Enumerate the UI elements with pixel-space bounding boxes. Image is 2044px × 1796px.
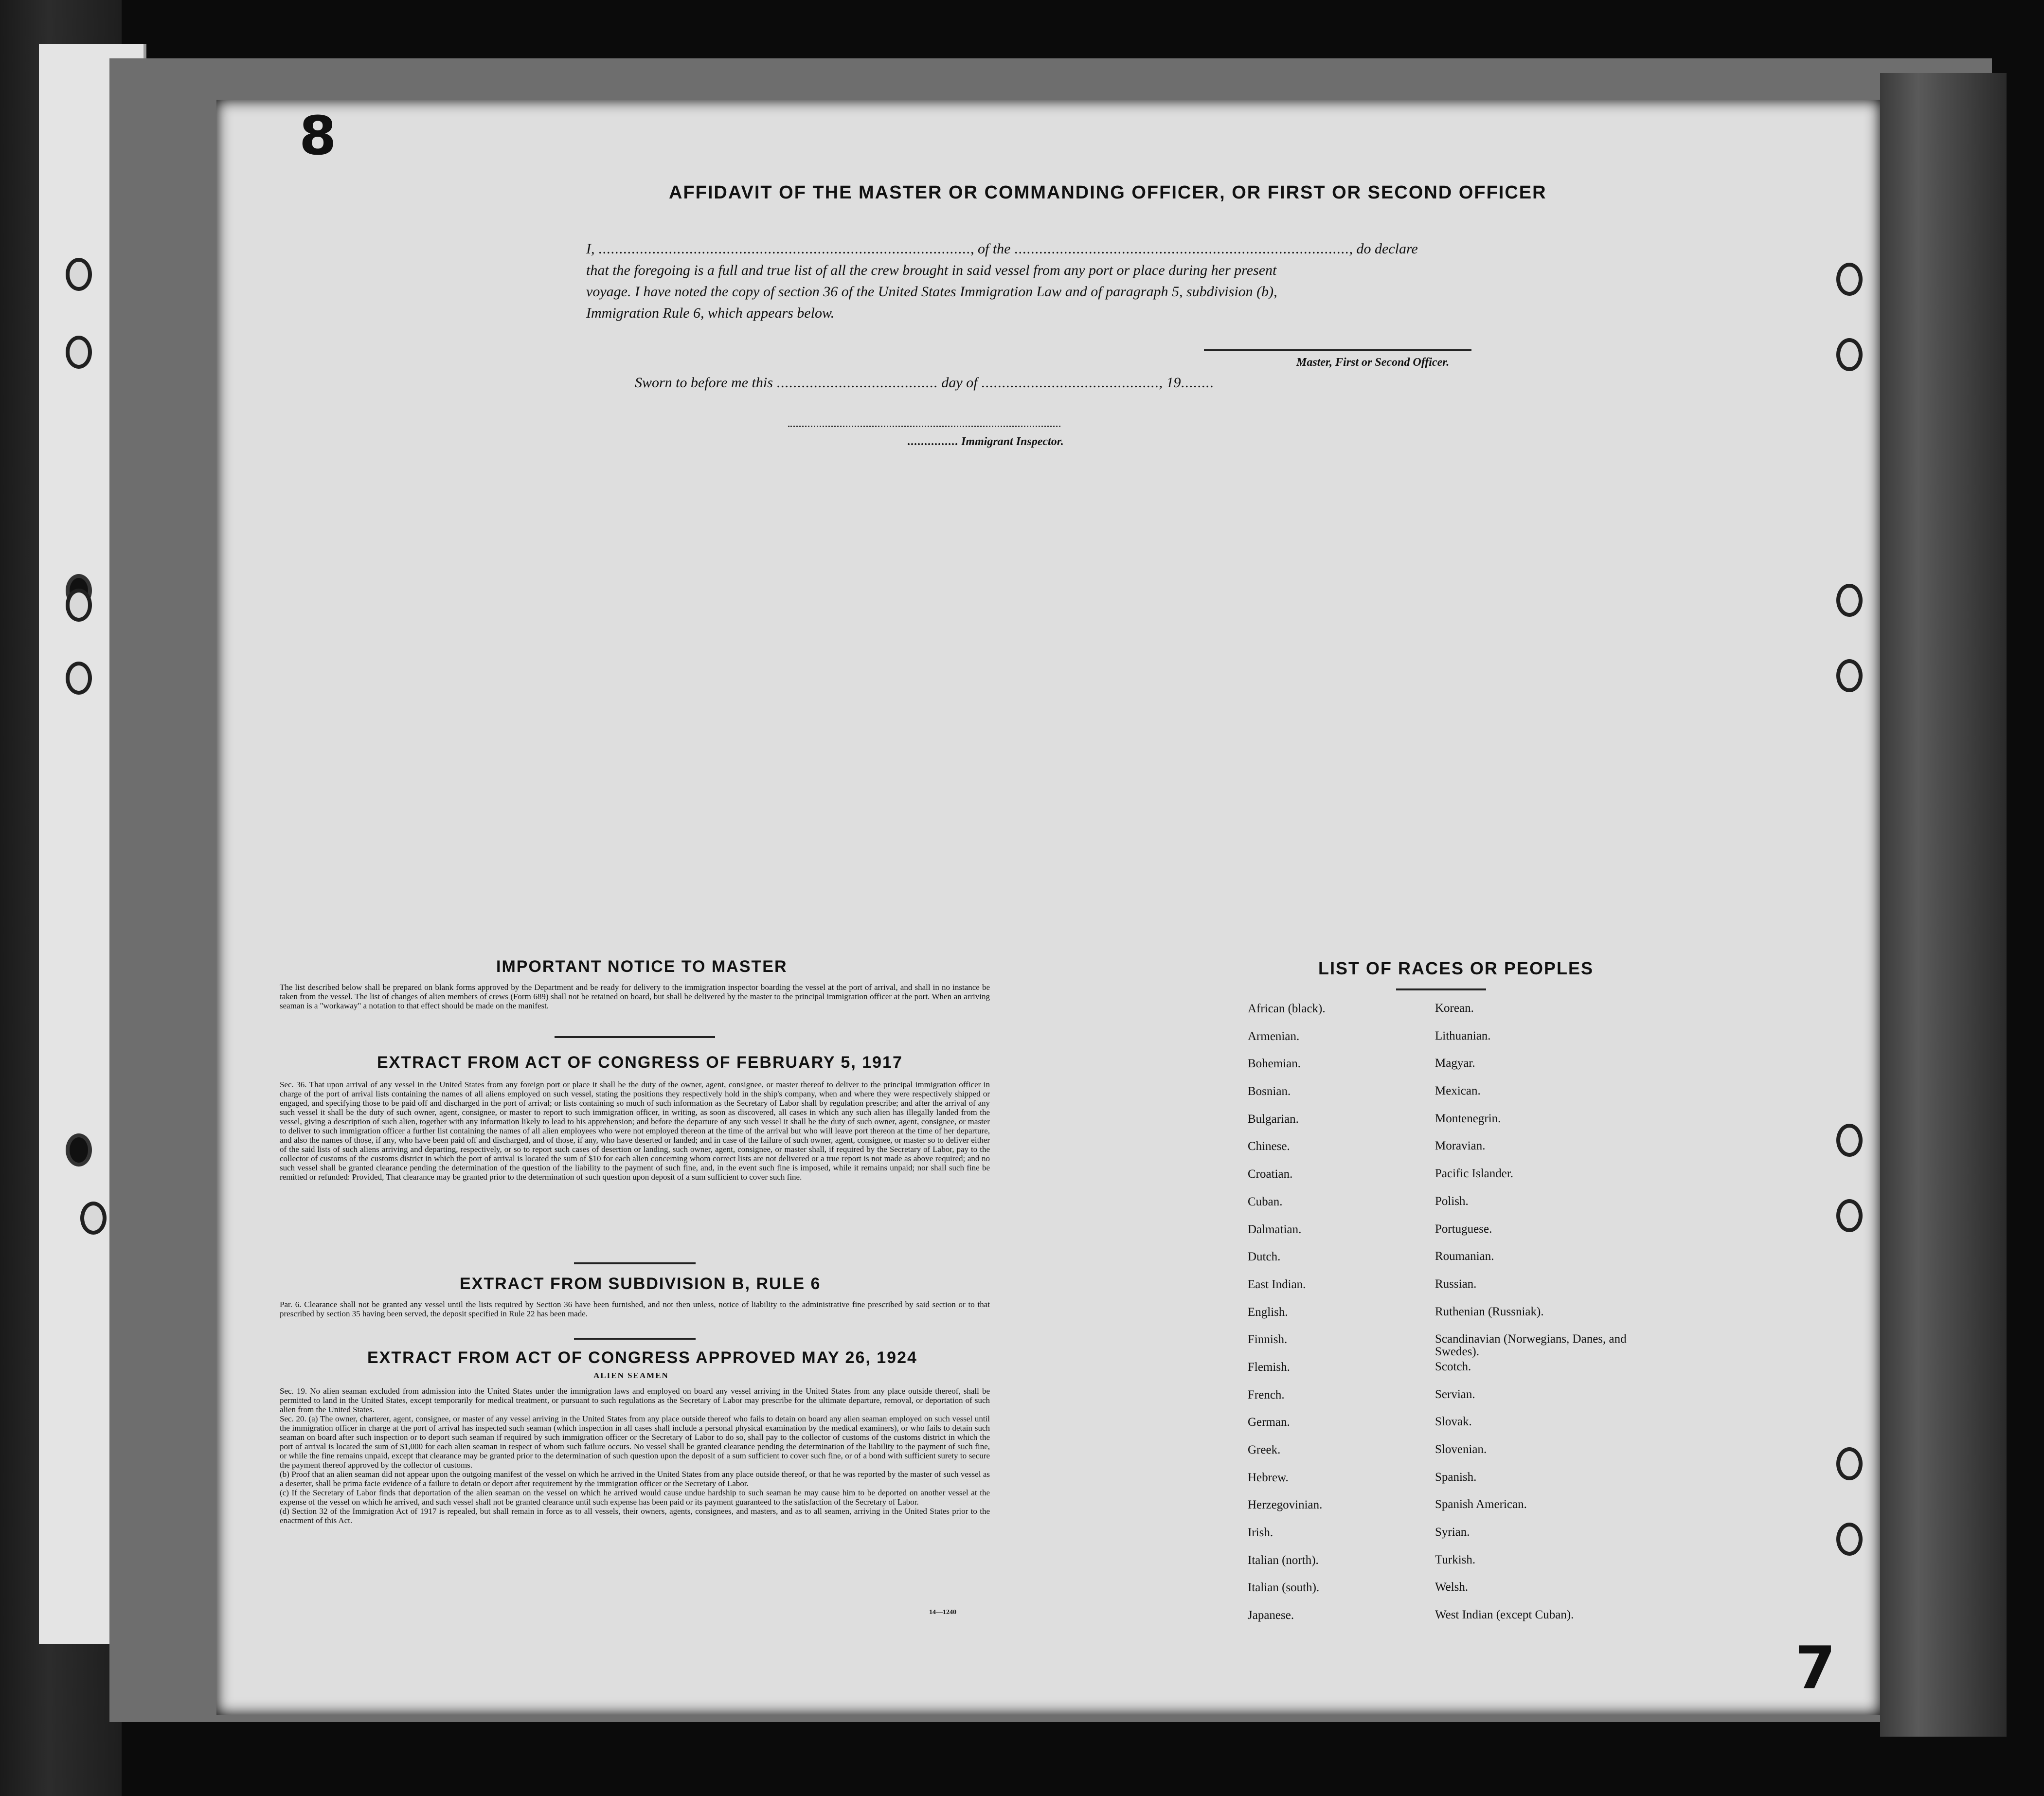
sec20a-paragraph: Sec. 20. (a) The owner, charterer, agent, consignee, or master of any vessel arriving in the United States from any place outside thereof who fails to detain on board any alien seaman employed on such vessel until the immigration officer in charge at the port of arrival has inspected such seaman (which inspection in all cases shall include a personal physical examination by the medical examiners), or who fails to detain such seaman on board after such inspection or to deport such seaman if required by such immigration officer or the Secretary of Labor to do so, shall pay to the collector of customs of the customs district in which the port of arrival is located the sum of $1,000 for each alien seaman in respect of whom such failure occurs. No vessel shall be granted clearance pending the determination of the liability to the payment of such fine, or while the fine remains unpaid, except that clearance may be granted prior to the determination of such question upon the deposit of a sum sufficient to cover such fine, or of a bond with sufficient surety to secure the payment thereof approved by the collector of customs. (280, 1414, 990, 1470)
race-item: Magyar. (1435, 1057, 1475, 1070)
race-item: Scandinavian (Norwegians, Danes, and Swedes). (1435, 1332, 1627, 1359)
race-item: French. (1248, 1388, 1285, 1401)
affidavit-i: I, (586, 241, 595, 257)
race-item: Turkish. (1435, 1553, 1476, 1566)
sec19-paragraph: Sec. 19. No alien seaman excluded from admission into the United States under the immigration laws and employed on board any vessel arriving in the United States from any place outside thereof, shall be permitted to land in the United States, except temporarily for medical treatment, or pursuant to such regulations as the Secretary of Labor may prescribe for the ultimate departure, removal, or deportation of such alien from the United States. (280, 1386, 990, 1414)
punch-hole (1836, 1199, 1863, 1232)
inspector-caption-wrap (907, 435, 1064, 449)
race-item: African (black). (1248, 1002, 1326, 1015)
extract-1924-title: EXTRACT FROM ACT OF CONGRESS APPROVED MAY 26, 1924 (367, 1348, 917, 1367)
race-item: Herzegovinian. (1248, 1498, 1323, 1512)
race-item: Lithuanian. (1435, 1029, 1491, 1042)
race-item: Mexican. (1435, 1084, 1481, 1098)
binder-right-edge (1880, 73, 2007, 1737)
sworn-year-blank: ........ (1181, 375, 1214, 391)
sworn-month-blank: ........................................... (981, 375, 1159, 391)
race-row (1248, 1388, 1637, 1416)
race-item: Spanish. (1435, 1470, 1477, 1484)
divider-rule (574, 1338, 696, 1340)
handwritten-number-top: 8 (299, 105, 337, 167)
race-item: Welsh. (1435, 1580, 1469, 1594)
sec20c-paragraph: (c) If the Secretary of Labor finds that deportation of the alien seaman on the vessel on which he arrived would cause undue hardship to such seaman he may cause him to be deported on another vessel at the expense of the vessel on which he arrived, and such vessel shall not be granted clearance until such expense has been paid or its payment guaranteed to the satisfaction of the Secretary of Labor. (280, 1488, 990, 1507)
race-row (1248, 1498, 1637, 1526)
inspector-caption: Immigrant Inspector. (961, 435, 1064, 448)
sworn-line (635, 375, 1214, 391)
inspector-dots: ............... (907, 435, 958, 448)
race-item: Korean. (1435, 1002, 1474, 1015)
race-item: Italian (south). (1248, 1581, 1320, 1595)
name-blank: .......................................................................................... (598, 241, 970, 257)
race-item: Bosnian. (1248, 1085, 1291, 1098)
notice-body: The list described below shall be prepared on blank forms approved by the Department and be ready for delivery to the immigration inspector boarding the vessel at the port of arrival, and shall in no instance be taken from the vessel. The list of changes of alien members of crews (Form 689) shall not be retained on board, but shall be delivered by the master to the principal immigration officer at the port. When an arriving seaman is a "workaway" a notation to that effect should be made on the manifest. (280, 983, 990, 1010)
punch-hole (80, 1202, 107, 1235)
extract-1917-body: Sec. 36. That upon arrival of any vessel in the United States from any foreign port or place it shall be the duty of the owner, agent, consignee, or master thereof to deliver to the principal immigration officer in charge of the port of arrival lists containing the names of all aliens employed on such vessel, stating the positions they respectively hold in the ship's company, when and where they were respectively shipped or engaged, and specifying those to be paid off and discharged in the port of arrival; or lists containing so much of such information as the Secretary of Labor shall by regulation prescribe; and after the arrival of any such vessel it shall be the duty of such owner, agent, consignee, or master to report to such immigration officer, in writing, as soon as discovered, all cases in which any such alien has illegally landed from the vessel, giving a description of such alien, together with any information likely to lead to his apprehension; and before the departure of any such vessel it shall be the duty of such owner, agent, consignee, or master to deliver to such immigration officer a further list containing the names of all alien employees who were not employed thereon at the time of the arrival but who will leave port thereon at the time of her departure, and also the names of those, if any, who have been paid off and discharged, and of those, if any, who have deserted or landed; and in case of the failure of such owner, agent, consignee, or master so to deliver either of the said lists of such aliens arriving and departing, respectively, or so to report such cases of desertion or landing, such owner, agent, consignee, or master shall, if required by the Secretary of Labor, pay to the collector of customs of the customs district in which the port of arrival is located the sum of $10 for each alien concerning whom correct lists are not delivered or a true report is not made as above required; and no such vessel shall be granted clearance pending the determination of the question of the liability to the payment of such fine, and, in the event such fine is imposed, while it remains unpaid; nor shall such fine be remitted or refunded: Provided, That clearance may be granted prior to the determination of such question upon deposit of a sum sufficient to cover such fine. (280, 1080, 990, 1182)
race-row (1248, 1581, 1637, 1609)
race-row (1248, 1250, 1637, 1278)
races-title: LIST OF RACES OR PEOPLES (1318, 958, 1594, 978)
alien-seamen-subtitle: ALIEN SEAMEN (593, 1371, 669, 1380)
extract-1924-body (280, 1386, 990, 1525)
punch-hole (1836, 338, 1863, 371)
punch-hole (1836, 584, 1863, 617)
race-item: Dutch. (1248, 1250, 1281, 1264)
notice-title: IMPORTANT NOTICE TO MASTER (496, 957, 788, 976)
race-item: Armenian. (1248, 1029, 1300, 1043)
extract-rule6-title: EXTRACT FROM SUBDIVISION B, RULE 6 (460, 1275, 821, 1293)
affidavit-title: AFFIDAVIT OF THE MASTER OR COMMANDING OFFICER, OR FIRST OR SECOND OFFICER (669, 182, 1547, 203)
race-item: Irish. (1248, 1526, 1273, 1540)
sworn-year-label: , 19 (1159, 375, 1181, 391)
race-row (1248, 1002, 1637, 1030)
race-item: Slovenian. (1435, 1443, 1487, 1456)
signature-line (1204, 349, 1471, 351)
race-item: Pacific Islander. (1435, 1167, 1514, 1181)
affidavit-of-the: , of the (970, 241, 1011, 257)
races-list (1248, 1002, 1637, 1636)
race-row (1248, 1416, 1637, 1443)
race-item: Greek. (1248, 1443, 1281, 1456)
race-item: German. (1248, 1416, 1290, 1429)
race-row (1248, 1609, 1637, 1636)
race-item: Hebrew. (1248, 1471, 1289, 1484)
affidavit-line-3: voyage. I have noted the copy of section 36 of the United States Immigration Law and of paragraph 5, subdivision (b), (586, 284, 1277, 300)
race-row (1248, 1223, 1637, 1251)
form-number: 14—1240 (929, 1609, 956, 1616)
race-row (1248, 1085, 1637, 1113)
divider-rule (574, 1262, 696, 1264)
race-item: Croatian. (1248, 1167, 1293, 1181)
race-row (1248, 1471, 1637, 1499)
race-row (1248, 1167, 1637, 1195)
race-row (1248, 1526, 1637, 1554)
race-item: Ruthenian (Russniak). (1435, 1305, 1544, 1318)
divider-rule (555, 1036, 715, 1038)
race-row (1248, 1057, 1637, 1085)
affidavit-line-4: Immigration Rule 6, which appears below. (586, 305, 835, 321)
punch-hole (1836, 1447, 1863, 1480)
race-item: Russian. (1435, 1277, 1477, 1291)
race-item: East Indian. (1248, 1277, 1306, 1291)
race-item: Syrian. (1435, 1526, 1470, 1539)
race-row (1248, 1443, 1637, 1471)
handwritten-number-bottom: 7 (1795, 1634, 1836, 1702)
race-row (1248, 1195, 1637, 1223)
affidavit-line-2: that the foregoing is a full and true list of all the crew brought in said vessel from any port or place during her present (586, 262, 1277, 278)
sworn-label: Sworn to before me this (635, 375, 773, 391)
race-item: Servian. (1435, 1387, 1475, 1401)
race-item: Bulgarian. (1248, 1112, 1299, 1126)
race-item: English. (1248, 1305, 1288, 1319)
extract-1917-title: EXTRACT FROM ACT OF CONGRESS OF FEBRUARY 5, 1917 (377, 1053, 903, 1072)
extract-rule6-body: Par. 6. Clearance shall not be granted any vessel until the lists required by Section 36 have been furnished, and not then unless, notice of liability to the administrative fine prescribed by said section or to that prescribed by section 35 having been served, the deposit specified in Rule 22 has been made. (280, 1300, 990, 1318)
race-row (1248, 1278, 1637, 1306)
race-item: Dalmatian. (1248, 1222, 1302, 1236)
sworn-day-label: day of (941, 375, 978, 391)
race-row (1248, 1140, 1637, 1167)
race-item: Japanese. (1248, 1609, 1294, 1622)
races-divider (1396, 988, 1486, 990)
inspector-line (788, 426, 1060, 427)
race-item: Finnish. (1248, 1333, 1288, 1347)
punch-hole (66, 1133, 92, 1167)
race-row (1248, 1113, 1637, 1140)
race-row (1248, 1333, 1637, 1361)
race-item: West Indian (except Cuban). (1435, 1608, 1574, 1622)
race-row (1248, 1306, 1637, 1333)
punch-hole (1836, 263, 1863, 296)
race-item: Slovak. (1435, 1415, 1472, 1429)
sworn-date-blank: ....................................... (776, 375, 938, 391)
race-item: Polish. (1435, 1194, 1469, 1208)
race-row (1248, 1554, 1637, 1581)
affidavit-body (586, 238, 1515, 324)
race-row (1248, 1361, 1637, 1388)
sec20b-paragraph: (b) Proof that an alien seaman did not appear upon the outgoing manifest of the vessel on which he arrived in the United States from any place outside thereof, or that he was reported by the master of such vessel as a deserter, shall be prima facie evidence of a failure to detain or deport after requirement by the immigration officer or the Secretary of Labor. (280, 1470, 990, 1488)
race-item: Italian (north). (1248, 1553, 1319, 1567)
affidavit-declare: , do declare (1349, 241, 1418, 257)
punch-hole (66, 258, 92, 291)
punch-hole (1836, 659, 1863, 692)
vessel-blank: ................................................................................. (1014, 241, 1349, 257)
race-item: Scotch. (1435, 1360, 1471, 1373)
race-item: Cuban. (1248, 1195, 1283, 1208)
signature-caption: Master, First or Second Officer. (1296, 356, 1450, 369)
punch-hole (66, 662, 92, 695)
race-item: Roumanian. (1435, 1250, 1494, 1263)
race-item: Moravian. (1435, 1139, 1486, 1153)
race-item: Chinese. (1248, 1140, 1290, 1153)
punch-hole (1836, 1523, 1863, 1556)
punch-hole (1836, 1124, 1863, 1157)
race-item: Bohemian. (1248, 1057, 1301, 1071)
race-row (1248, 1030, 1637, 1058)
sec20d-paragraph: (d) Section 32 of the Immigration Act of 1917 is repealed, but shall remain in force as to all vessels, their owners, agents, consignees, and masters, and as to all seamen, arriving in the United States prior to the enactment of this Act. (280, 1507, 990, 1525)
race-item: Spanish American. (1435, 1498, 1527, 1511)
race-item: Montenegrin. (1435, 1112, 1501, 1125)
punch-hole (66, 589, 92, 622)
race-item: Flemish. (1248, 1360, 1290, 1374)
race-item: Portuguese. (1435, 1222, 1492, 1236)
punch-hole (66, 336, 92, 369)
